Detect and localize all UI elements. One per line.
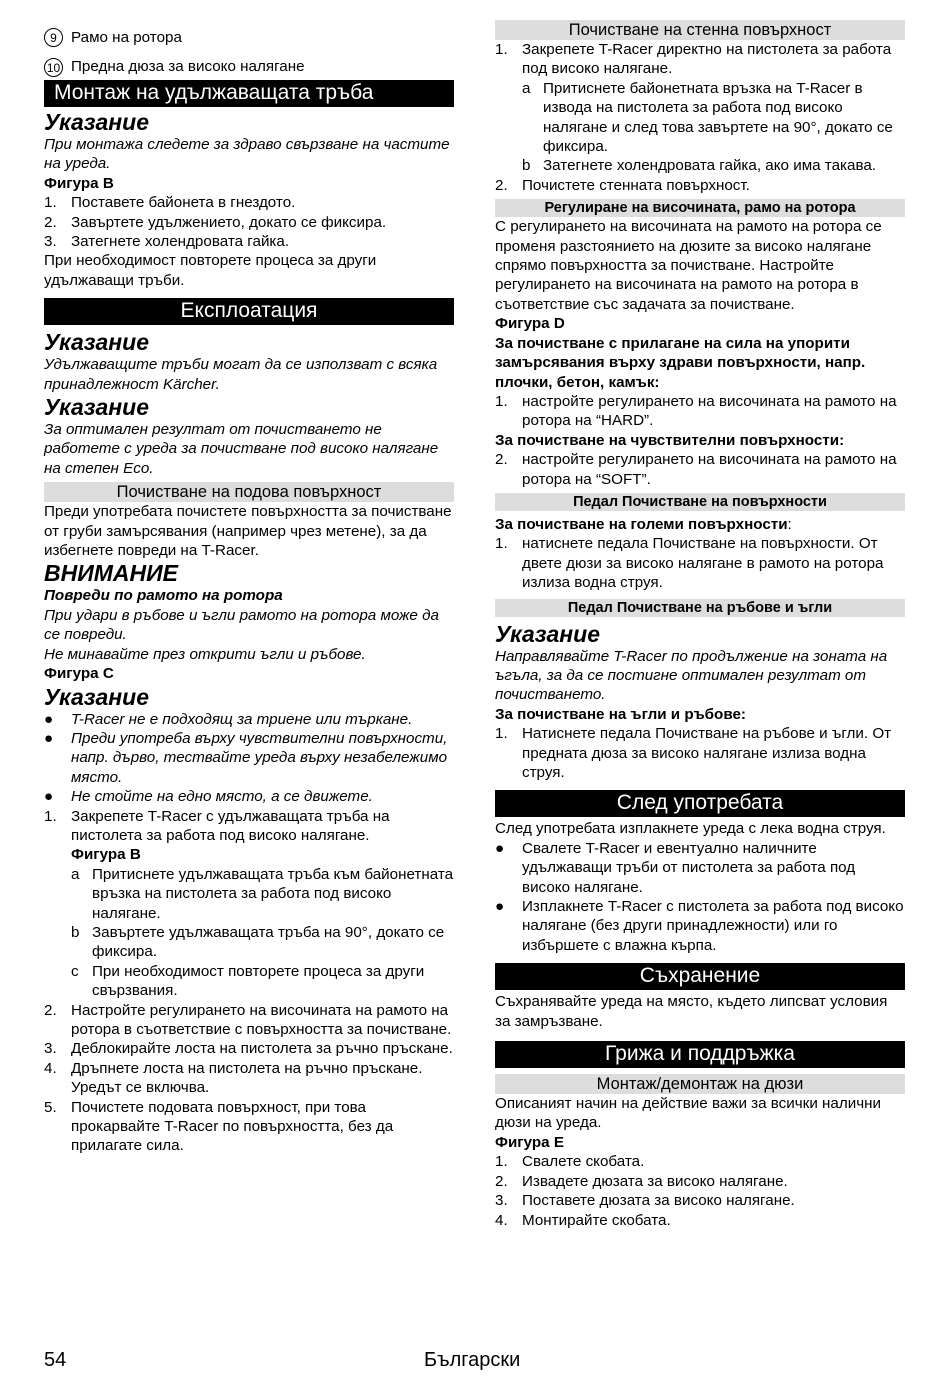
note-heading: Указание bbox=[44, 683, 149, 710]
legend-text: Предна дюза за високо налягане bbox=[71, 58, 305, 76]
note-heading: Указание bbox=[44, 108, 149, 135]
note-text: За оптимален резултат от почистването не работете с уреда за почистване под високо налягане на степен Eco. bbox=[44, 421, 439, 477]
step-number: 2. bbox=[495, 451, 508, 469]
subsection-heading-pedal-edges: Педал Почистване на ръбове и ъгли bbox=[495, 599, 905, 617]
bullet-item bbox=[44, 787, 454, 806]
substep bbox=[44, 962, 454, 1001]
legend-item bbox=[44, 57, 454, 76]
step-number: 2. bbox=[44, 1001, 57, 1019]
substep-letter: a bbox=[522, 79, 531, 97]
paragraph-heading: За почистване с прилагане на сила на упорити замърсявания върху здрави повърхности, напр. плочки, бетон, камък: bbox=[495, 334, 866, 391]
step-text: Завъртете удължението, докато се фиксира. bbox=[71, 213, 387, 231]
bullet-dot-icon: ● bbox=[44, 729, 54, 747]
footer-language: Български bbox=[424, 1349, 521, 1371]
step-number: 2. bbox=[495, 1172, 508, 1190]
step-number: 1. bbox=[44, 194, 57, 212]
substep-text: Затегнете холендровата гайка, ако има такава. bbox=[543, 157, 877, 175]
section-heading-operation: Експлоатация bbox=[44, 298, 454, 325]
substep-text: При необходимост повторете процеса за други свързвания. bbox=[92, 962, 425, 1000]
subsection-heading-nozzles: Монтаж/демонтаж на дюзи bbox=[495, 1074, 905, 1094]
substep bbox=[44, 865, 454, 923]
paragraph: При необходимост повторете процеса за други удължаващи тръби. bbox=[44, 252, 377, 289]
step-text: Настройте регулирането на височината на рамото на ротора в съответствие с повърхността за почистване. bbox=[71, 1001, 452, 1038]
bullet-text: Изплакнете T-Racer с пистолета за работа под високо налягане (без други принадлежности) или го избършете с влажна кърпа. bbox=[522, 898, 904, 954]
step-number: 2. bbox=[495, 176, 508, 194]
substep-letter: b bbox=[71, 923, 80, 941]
step bbox=[44, 807, 454, 846]
note-text: Направлявайте T-Racer по продължение на зоната на ъгъла, за да се постигне оптимален резултат от почистването. bbox=[495, 647, 888, 704]
step-text: натиснете педала Почистване на повърхности. От двете дюзи за високо налягане в рамото на ротора излиза водна струя. bbox=[522, 535, 884, 592]
step-text: Почистете подовата повърхност, при това прокарвайте T-Racer по повърхността, без да прилагате сила. bbox=[71, 1098, 394, 1155]
step-text: Дръпнете лоста на пистолета на ръчно пръскане. bbox=[71, 1059, 423, 1077]
figure-label: Фигура B bbox=[44, 174, 114, 192]
note-heading: Указание bbox=[44, 394, 149, 421]
paragraph-heading-colon: : bbox=[787, 515, 792, 533]
legend-item bbox=[44, 28, 454, 47]
paragraph-heading: За почистване на ъгли и ръбове: bbox=[495, 705, 746, 723]
step-number: 5. bbox=[44, 1098, 57, 1116]
note-heading: Указание bbox=[44, 329, 149, 356]
step bbox=[44, 1098, 454, 1156]
step bbox=[495, 40, 905, 79]
step-text: Закрепете T-Racer директно на пистолета за работа под високо налягане. bbox=[522, 41, 892, 78]
warning-text: При удари в ръбове и ъгли рамото на ротора може да се повреди. bbox=[44, 606, 439, 644]
paragraph: С регулирането на височината на рамото на ротора се променя разстоянието на дюзите за високо налягане спрямо повърхността за почистване. Настройте регулирането на височината на рамото на ротора в съответствие със задачата за почистване. bbox=[495, 218, 882, 313]
step bbox=[495, 724, 905, 782]
step-text: Извадете дюзата за високо налягане. bbox=[522, 1172, 788, 1190]
step-text: Закрепете T-Racer с удължаващата тръба на пистолета за работа под високо налягане. bbox=[71, 807, 390, 844]
left-column bbox=[44, 28, 454, 1156]
section-heading-care: Грижа и поддръжка bbox=[495, 1041, 905, 1068]
bullet-item bbox=[44, 710, 454, 729]
step-number: 4. bbox=[44, 1059, 57, 1077]
step-number: 4. bbox=[495, 1211, 508, 1229]
subsection-heading-height: Регулиране на височината, рамо на ротора bbox=[495, 199, 905, 217]
legend-text: Рамо на ротора bbox=[71, 29, 182, 46]
paragraph: Съхранявайте уреда на място, където липсват условия за замръзване. bbox=[495, 993, 888, 1030]
figure-label: Фигура C bbox=[44, 665, 114, 683]
bullet-text: Не стойте на едно място, а се движете. bbox=[71, 788, 373, 806]
substep-text: Притиснете удължаващата тръба към байонетната връзка на пистолета за работа под високо налягане. bbox=[92, 865, 454, 922]
bullet-item bbox=[44, 729, 454, 787]
step-number: 3. bbox=[495, 1192, 508, 1210]
step-number: 3. bbox=[44, 1040, 57, 1058]
step-text: Поставете дюзата за високо налягане. bbox=[522, 1192, 795, 1210]
step-number: 1. bbox=[44, 807, 57, 825]
step-text: Свалете скобата. bbox=[522, 1153, 645, 1171]
step-number: 1. bbox=[495, 1153, 508, 1171]
figure-label: Фигура E bbox=[495, 1133, 564, 1151]
step-text: настройте регулирането на височината на рамото на ротора на “HARD”. bbox=[522, 392, 897, 430]
warning-heading: ВНИМАНИЕ bbox=[44, 560, 179, 587]
figure-label: Фигура B bbox=[71, 846, 141, 864]
figure-label: Фигура D bbox=[495, 315, 565, 333]
section-heading-extension: Монтаж на удължаващата тръба bbox=[44, 80, 454, 107]
step bbox=[44, 213, 454, 232]
bullet-item bbox=[495, 897, 905, 955]
paragraph-heading-text: За почистване на големи повърхности bbox=[495, 515, 788, 533]
step-number: 1. bbox=[495, 392, 508, 410]
warning-text: Не минавайте през открити ъгли и ръбове. bbox=[44, 645, 366, 663]
substep-letter: c bbox=[71, 962, 79, 980]
bullet-text: Свалете T-Racer и евентуално наличните удължаващи тръби от пистолета за работа под високо налягане. bbox=[522, 839, 856, 896]
step bbox=[44, 1059, 454, 1078]
page-number: 54 bbox=[44, 1349, 67, 1371]
step-text: Деблокирайте лоста на пистолета за ръчно пръскане. bbox=[71, 1040, 453, 1058]
step-number: 1. bbox=[495, 725, 508, 743]
bullet-dot-icon: ● bbox=[44, 710, 54, 728]
note-text: При монтажа следете за здраво свързване на частите на уреда. bbox=[44, 135, 450, 173]
step bbox=[495, 1172, 905, 1191]
legend-number: 10 bbox=[44, 58, 63, 77]
step-number: 1. bbox=[495, 41, 508, 58]
step-result: Уредът се включва. bbox=[71, 1079, 210, 1097]
paragraph: Преди употребата почистете повърхността за почистване от груби замърсявания (например чрез метене), за да избегнете повреди на T-Racer. bbox=[44, 503, 452, 560]
paragraph-heading bbox=[495, 515, 905, 534]
bullet-text: Преди употреба върху чувствителни повърхности, напр. дърво, тествайте уреда върху незабележимо място. bbox=[71, 729, 448, 786]
subsection-heading-floor: Почистване на подова повърхност bbox=[44, 482, 454, 502]
bullet-item bbox=[495, 839, 905, 897]
bullet-dot-icon: ● bbox=[495, 898, 505, 916]
substep bbox=[44, 923, 454, 962]
substep-letter: b bbox=[522, 157, 531, 175]
step bbox=[44, 1039, 454, 1058]
paragraph: След употребата изплакнете уреда с лека водна струя. bbox=[495, 820, 886, 838]
bullet-text: T-Racer не е подходящ за триене или търкане. bbox=[71, 710, 413, 728]
bullet-dot-icon: ● bbox=[44, 788, 54, 806]
substep bbox=[495, 156, 905, 175]
step bbox=[495, 1211, 905, 1230]
note-heading: Указание bbox=[495, 620, 600, 647]
paragraph-heading: За почистване на чувствителни повърхности: bbox=[495, 431, 845, 449]
step bbox=[495, 1152, 905, 1171]
substep-text: Завъртете удължаващата тръба на 90°, докато се фиксира. bbox=[92, 923, 445, 961]
section-heading-storage: Съхранение bbox=[495, 963, 905, 990]
step-text: Затегнете холендровата гайка. bbox=[71, 233, 290, 250]
step bbox=[495, 450, 905, 489]
step-text: Поставете байонета в гнездото. bbox=[71, 194, 296, 212]
right-column bbox=[495, 20, 905, 1230]
step-number: 1. bbox=[495, 535, 508, 553]
step-number: 3. bbox=[44, 233, 57, 250]
step-number: 2. bbox=[44, 213, 57, 231]
section-heading-after-use: След употребата bbox=[495, 790, 905, 817]
step-text: Натиснете педала Почистване на ръбове и ъгли. От предната дюза за високо налягане излиза водна струя. bbox=[522, 725, 892, 781]
substep-text: Притиснете байонетната връзка на T-Racer в извода на пистолета за работа под високо налягане и след това завъртете на 90°, докато се фиксира. bbox=[543, 79, 893, 156]
step-text: Почистете стенната повърхност. bbox=[522, 176, 750, 194]
substep bbox=[495, 79, 905, 157]
step bbox=[495, 392, 905, 431]
step bbox=[495, 176, 905, 195]
paragraph: Описаният начин на действие важи за всички налични дюзи на уреда. bbox=[495, 1095, 881, 1132]
step bbox=[495, 534, 905, 592]
subsection-heading-pedal-surface: Педал Почистване на повърхности bbox=[495, 493, 905, 511]
warning-subheading: Повреди по рамото на ротора bbox=[44, 587, 283, 605]
step bbox=[44, 1001, 454, 1040]
step bbox=[44, 232, 454, 251]
step bbox=[495, 1191, 905, 1210]
step-text: Монтирайте скобата. bbox=[522, 1211, 671, 1229]
note-text: Удължаващите тръби могат да се използват с всяка принадлежност Kärcher. bbox=[44, 356, 438, 393]
legend-number: 9 bbox=[44, 28, 63, 47]
step bbox=[44, 193, 454, 212]
bullet-dot-icon: ● bbox=[495, 839, 505, 857]
substep-letter: a bbox=[71, 865, 80, 883]
step-text: настройте регулирането на височината на рамото на ротора на “SOFT”. bbox=[522, 451, 897, 488]
subsection-heading-wall: Почистване на стенна повърхност bbox=[495, 20, 905, 40]
